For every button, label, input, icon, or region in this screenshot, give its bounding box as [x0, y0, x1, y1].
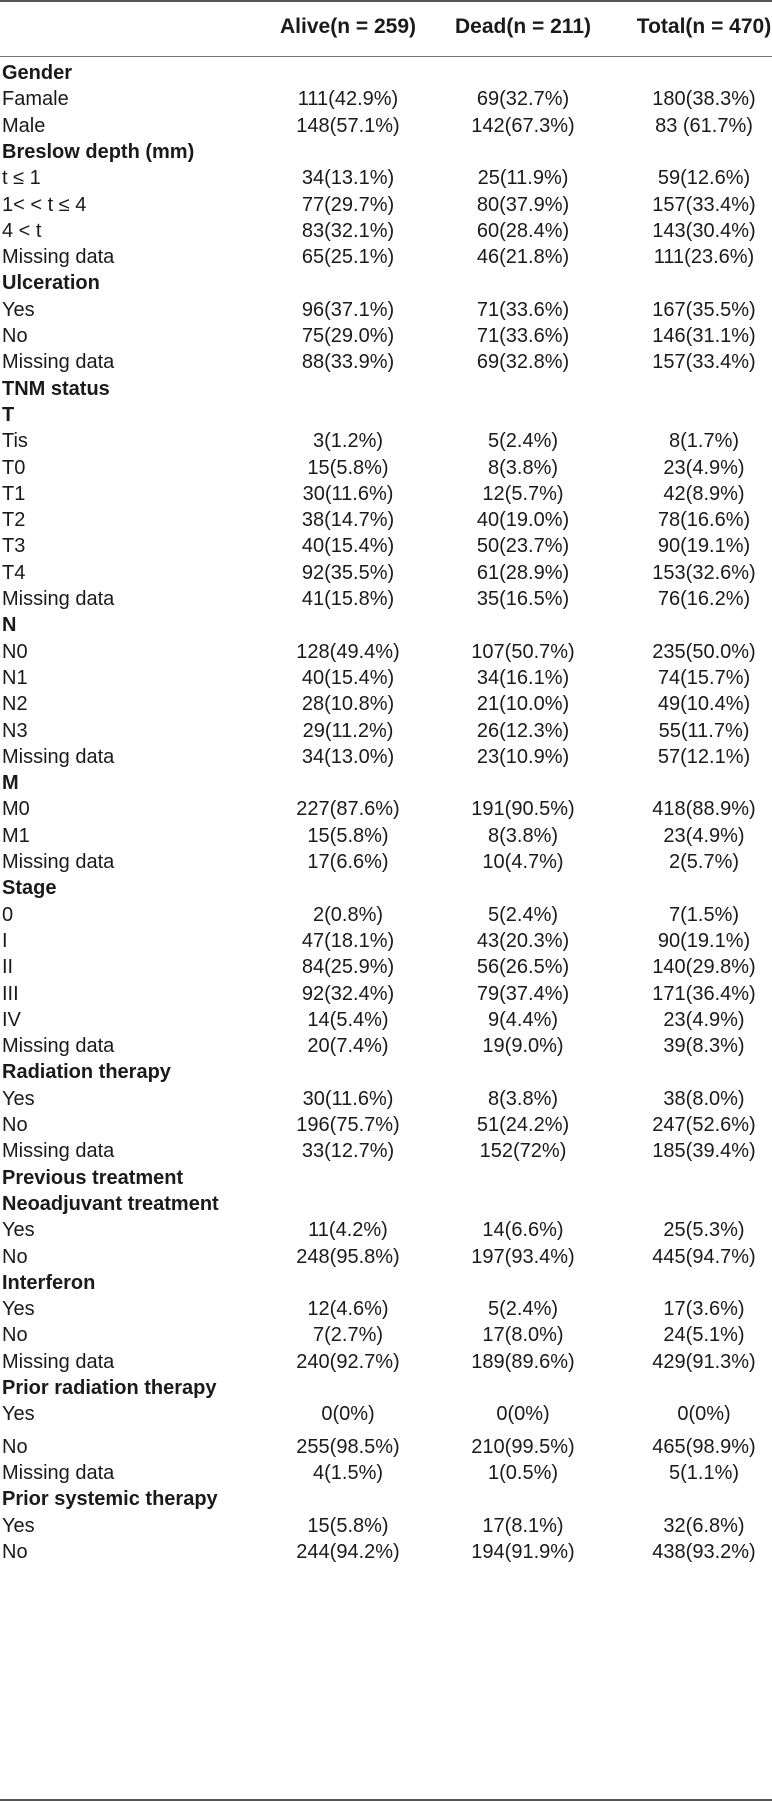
total-cell: 180(38.3%) — [652, 88, 756, 111]
total-cell: 0(0%) — [677, 1403, 731, 1426]
row-label: No — [2, 1435, 28, 1458]
section-label: Prior systemic therapy — [2, 1488, 218, 1511]
section-label: Neoadjuvant treatment — [2, 1192, 219, 1215]
alive-cell: 33(12.7%) — [301, 1140, 395, 1163]
row-label: Missing data — [2, 851, 115, 873]
alive-cell: 3(1.2%) — [312, 430, 384, 453]
total-cell: 23(4.9%) — [663, 824, 745, 847]
total-cell: 17(3.6%) — [663, 1298, 745, 1321]
row-label: N0 — [2, 640, 28, 663]
total-cell: 153(32.6%) — [652, 561, 756, 584]
row-label: T3 — [2, 535, 26, 558]
dead-cell: 50(23.7%) — [476, 535, 570, 558]
row-label: N3 — [2, 719, 28, 742]
row-label: Missing data — [2, 1350, 115, 1373]
header-dead: Dead(n = 211) — [455, 15, 591, 38]
header-alive: Alive(n = 259) — [280, 15, 416, 38]
dead-cell: 71(33.6%) — [476, 298, 570, 321]
total-cell: 171(36.4%) — [652, 982, 756, 1005]
dead-cell: 69(32.8%) — [476, 351, 570, 374]
row-label: t ≤ 1 — [2, 167, 41, 190]
table-row — [0, 1538, 772, 1568]
total-cell: 57(12.1%) — [657, 745, 751, 768]
alive-cell: 255(98.5%) — [296, 1435, 400, 1458]
alive-cell: 7(2.7%) — [312, 1324, 384, 1347]
alive-cell: 77(29.7%) — [301, 193, 395, 216]
alive-cell: 30(11.6%) — [302, 1087, 394, 1110]
total-cell: 78(16.6%) — [657, 509, 751, 532]
alive-cell: 196(75.7%) — [296, 1114, 400, 1136]
row-label: III — [2, 982, 19, 1005]
row-label: 0 — [2, 903, 14, 926]
total-cell: 235(50.0%) — [652, 640, 756, 663]
table-header — [0, 0, 772, 56]
dead-cell: 12(5.7%) — [482, 482, 564, 505]
dead-cell: 5(2.4%) — [487, 430, 559, 453]
total-cell: 38(8.0%) — [663, 1087, 745, 1110]
alive-cell: 92(35.5%) — [301, 561, 395, 584]
dead-cell: 26(12.3%) — [476, 719, 570, 742]
row-label: Missing data — [2, 1140, 115, 1163]
dead-cell: 60(28.4%) — [476, 219, 570, 242]
total-cell: 83 (61.7%) — [655, 114, 753, 137]
total-cell: 49(10.4%) — [657, 693, 751, 716]
dead-cell: 40(19.0%) — [476, 509, 570, 532]
row-label: No — [2, 1245, 28, 1268]
total-cell: 157(33.4%) — [652, 193, 756, 216]
dead-cell: 197(93.4%) — [471, 1245, 575, 1268]
row-label: Yes — [2, 1403, 35, 1426]
row-label: IV — [2, 1008, 21, 1031]
row-label: No — [2, 1540, 28, 1563]
section-label: Stage — [2, 877, 57, 900]
row-label: I — [2, 929, 8, 952]
total-cell: 146(31.1%) — [652, 325, 756, 347]
section-label: M — [2, 772, 19, 795]
alive-cell: 28(10.8%) — [301, 693, 395, 716]
dead-cell: 34(16.1%) — [476, 666, 570, 689]
dead-cell: 79(37.4%) — [476, 982, 570, 1005]
section-label: Gender — [2, 62, 73, 84]
row-label: II — [2, 956, 14, 979]
dead-cell: 194(91.9%) — [471, 1540, 575, 1563]
row-label: Missing data — [2, 588, 115, 610]
row-label: Yes — [2, 1087, 35, 1110]
alive-cell: 47(18.1%) — [301, 929, 395, 952]
total-cell: 42(8.9%) — [663, 482, 745, 505]
alive-cell: 88(33.9%) — [301, 351, 395, 374]
dead-cell: 43(20.3%) — [476, 929, 570, 952]
dead-cell: 80(37.9%) — [476, 193, 570, 216]
alive-cell: 11(4.2%) — [308, 1219, 388, 1242]
total-cell: 76(16.2%) — [657, 588, 751, 610]
dead-cell: 5(2.4%) — [487, 1298, 559, 1321]
dead-cell: 0(0%) — [496, 1403, 550, 1426]
bottom-rule — [0, 1799, 772, 1801]
total-cell: 2(5.7%) — [668, 851, 740, 873]
alive-cell: 248(95.8%) — [296, 1245, 400, 1268]
dead-cell: 71(33.6%) — [476, 325, 570, 347]
alive-cell: 148(57.1%) — [296, 114, 400, 137]
total-cell: 39(8.3%) — [663, 1035, 745, 1058]
total-cell: 185(39.4%) — [652, 1140, 756, 1163]
row-label: Missing data — [2, 351, 115, 374]
alive-cell: 15(5.8%) — [307, 456, 389, 479]
total-cell: 55(11.7%) — [658, 719, 750, 742]
dead-cell: 14(6.6%) — [482, 1219, 564, 1242]
total-cell: 90(19.1%) — [657, 535, 751, 558]
section-label: Previous treatment — [2, 1166, 184, 1189]
row-label: Missing data — [2, 246, 115, 269]
row-label: Missing data — [2, 1035, 115, 1058]
alive-cell: 15(5.8%) — [307, 824, 389, 847]
total-cell: 5(1.1%) — [668, 1461, 740, 1484]
dead-cell: 8(3.8%) — [487, 456, 559, 479]
alive-cell: 15(5.8%) — [307, 1514, 389, 1537]
dead-cell: 69(32.7%) — [476, 88, 570, 111]
alive-cell: 240(92.7%) — [296, 1350, 400, 1373]
alive-cell: 83(32.1%) — [301, 219, 395, 242]
row-label: No — [2, 1114, 28, 1136]
dead-cell: 1(0.5%) — [487, 1461, 559, 1484]
alive-cell: 65(25.1%) — [301, 246, 395, 269]
alive-cell: 0(0%) — [321, 1403, 375, 1426]
total-cell: 438(93.2%) — [652, 1540, 756, 1563]
row-label: Tis — [2, 430, 28, 453]
alive-cell: 17(6.6%) — [307, 851, 389, 873]
total-cell: 429(91.3%) — [652, 1350, 756, 1373]
dead-cell: 17(8.0%) — [482, 1324, 564, 1347]
total-cell: 418(88.9%) — [652, 798, 756, 821]
dead-cell: 17(8.1%) — [482, 1514, 564, 1537]
alive-cell: 40(15.4%) — [301, 535, 395, 558]
section-label: Ulceration — [2, 272, 100, 295]
dead-cell: 10(4.7%) — [482, 851, 564, 873]
row-label: No — [2, 1324, 28, 1347]
total-cell: 24(5.1%) — [663, 1324, 745, 1347]
section-label: Interferon — [2, 1271, 96, 1294]
dead-cell: 25(11.9%) — [477, 167, 569, 190]
total-cell: 32(6.8%) — [663, 1514, 745, 1537]
alive-cell: 92(32.4%) — [301, 982, 395, 1005]
row-label: Yes — [2, 1298, 35, 1321]
row-label: T2 — [2, 509, 26, 532]
alive-cell: 4(1.5%) — [312, 1461, 384, 1484]
dead-cell: 5(2.4%) — [487, 903, 559, 926]
total-cell: 59(12.6%) — [657, 167, 751, 190]
alive-cell: 75(29.0%) — [301, 325, 395, 347]
row-label: T4 — [2, 561, 26, 584]
total-cell: 445(94.7%) — [652, 1245, 756, 1268]
alive-cell: 29(11.2%) — [302, 719, 394, 742]
row-label: M0 — [2, 798, 30, 821]
dead-cell: 107(50.7%) — [471, 640, 575, 663]
dead-cell: 191(90.5%) — [471, 798, 575, 821]
dead-cell: 152(72%) — [479, 1140, 567, 1163]
row-label: T0 — [2, 456, 26, 479]
alive-cell: 14(5.4%) — [307, 1008, 389, 1031]
alive-cell: 40(15.4%) — [301, 666, 395, 689]
row-label: Yes — [2, 1514, 35, 1537]
alive-cell: 244(94.2%) — [296, 1540, 400, 1563]
alive-cell: 227(87.6%) — [296, 798, 400, 821]
total-cell: 465(98.9%) — [652, 1435, 756, 1458]
dead-cell: 46(21.8%) — [476, 246, 570, 269]
alive-cell: 84(25.9%) — [301, 956, 395, 979]
total-cell: 247(52.6%) — [652, 1114, 756, 1136]
total-cell: 90(19.1%) — [657, 929, 751, 952]
total-cell: 111(23.6%) — [653, 246, 755, 269]
row-label: M1 — [2, 824, 30, 847]
row-label: Male — [2, 114, 46, 137]
total-cell: 23(4.9%) — [663, 456, 745, 479]
row-label: Missing data — [2, 1461, 115, 1484]
dead-cell: 142(67.3%) — [471, 114, 575, 137]
total-cell: 143(30.4%) — [652, 219, 756, 242]
total-cell: 157(33.4%) — [652, 351, 756, 374]
alive-cell: 34(13.1%) — [301, 167, 395, 190]
section-label: Prior radiation therapy — [2, 1377, 217, 1399]
total-cell: 140(29.8%) — [652, 956, 756, 979]
dead-cell: 61(28.9%) — [476, 561, 570, 584]
row-label: No — [2, 325, 28, 347]
row-label: Yes — [2, 1219, 35, 1242]
dead-cell: 19(9.0%) — [482, 1035, 564, 1058]
dead-cell: 9(4.4%) — [487, 1008, 559, 1031]
total-cell: 7(1.5%) — [668, 903, 740, 926]
row-label: 1< < t ≤ 4 — [2, 193, 87, 216]
row-label: T1 — [2, 482, 26, 505]
dead-cell: 210(99.5%) — [471, 1435, 575, 1458]
dead-cell: 8(3.8%) — [487, 824, 559, 847]
dead-cell: 35(16.5%) — [476, 588, 570, 610]
section-label: T — [2, 403, 15, 426]
total-cell: 167(35.5%) — [652, 298, 756, 321]
section-label: TNM status — [2, 377, 110, 400]
section-label: N — [2, 614, 17, 637]
section-label: Radiation therapy — [2, 1061, 171, 1084]
dead-cell: 21(10.0%) — [476, 693, 570, 716]
row-label: Famale — [2, 88, 69, 111]
row-label: N2 — [2, 693, 28, 716]
dead-cell: 23(10.9%) — [476, 745, 570, 768]
dead-cell: 51(24.2%) — [476, 1114, 570, 1136]
alive-cell: 30(11.6%) — [302, 482, 394, 505]
dead-cell: 56(26.5%) — [476, 956, 570, 979]
header-total: Total(n = 470) — [636, 15, 772, 38]
alive-cell: 34(13.0%) — [301, 745, 395, 768]
alive-cell: 2(0.8%) — [312, 903, 384, 926]
alive-cell: 111(42.9%) — [297, 88, 399, 111]
header-rule — [0, 56, 772, 57]
row-label: Missing data — [2, 745, 115, 768]
alive-cell: 38(14.7%) — [301, 509, 395, 532]
alive-cell: 96(37.1%) — [301, 298, 395, 321]
total-cell: 74(15.7%) — [657, 666, 751, 689]
alive-cell: 41(15.8%) — [301, 588, 395, 610]
total-cell: 23(4.9%) — [663, 1008, 745, 1031]
total-cell: 25(5.3%) — [663, 1219, 745, 1242]
row-label: N1 — [2, 666, 28, 689]
row-label: Yes — [2, 298, 35, 321]
row-label: 4 < t — [2, 219, 42, 242]
total-cell: 8(1.7%) — [668, 430, 740, 453]
alive-cell: 12(4.6%) — [307, 1298, 389, 1321]
dead-cell: 189(89.6%) — [471, 1350, 575, 1373]
table-row — [0, 1400, 772, 1430]
section-label: Breslow depth (mm) — [2, 140, 195, 163]
alive-cell: 128(49.4%) — [296, 640, 400, 663]
alive-cell: 20(7.4%) — [307, 1035, 389, 1058]
dead-cell: 8(3.8%) — [487, 1087, 559, 1110]
